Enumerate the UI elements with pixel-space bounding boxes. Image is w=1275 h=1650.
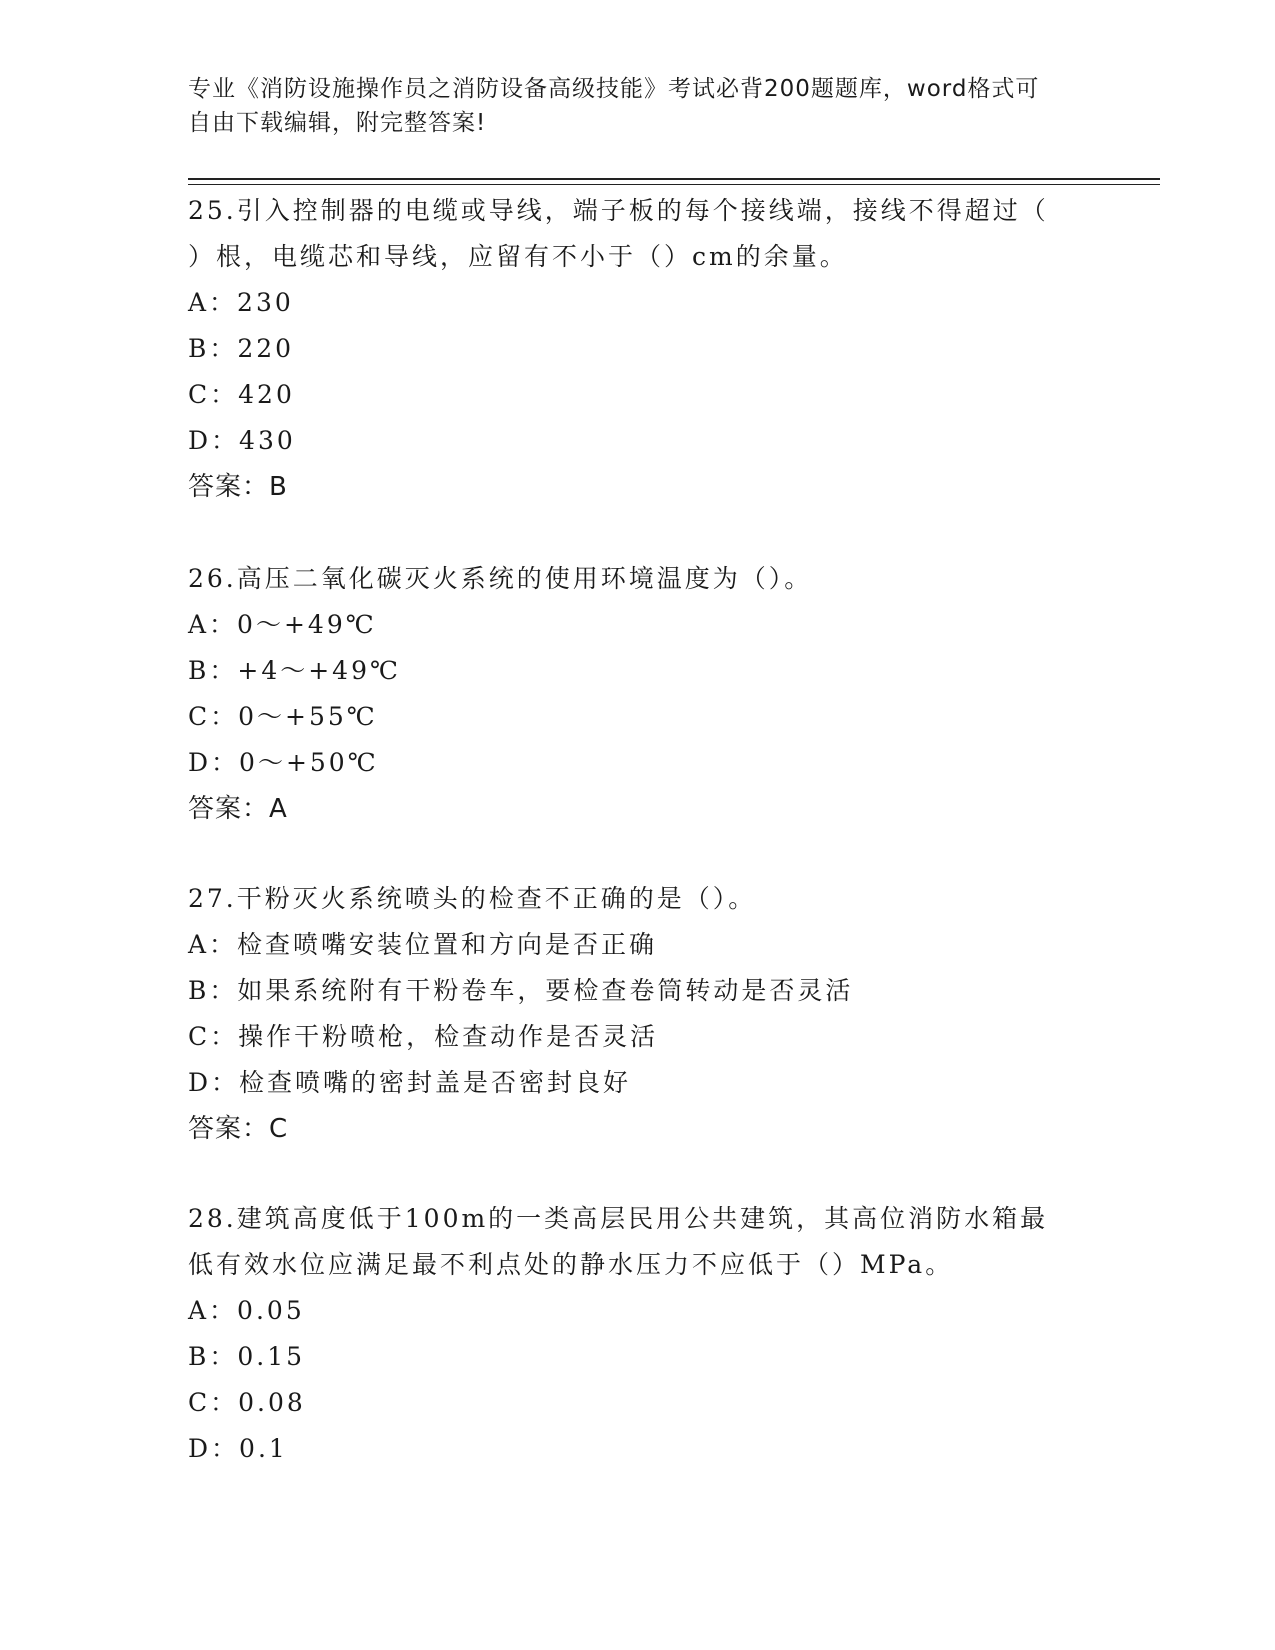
header-line-1: 专业《消防设施操作员之消防设备高级技能》考试必背200题题库，word格式可 (188, 76, 1040, 102)
option-a: A：0.05 (188, 1296, 305, 1325)
option-d: D：0.1 (188, 1434, 288, 1463)
option-b: B：0.15 (188, 1342, 306, 1371)
option-a: A：检查喷嘴安装位置和方向是否正确 (188, 930, 658, 959)
option-c: C：0～+55℃ (188, 702, 378, 731)
header-divider-thick (188, 178, 1160, 180)
option-a: A：230 (188, 288, 294, 317)
question-stem-line-2: 低有效水位应满足最不利点处的静水压力不应低于（）MPa。 (188, 1250, 954, 1279)
option-d: D：430 (188, 426, 296, 455)
question-stem-line-2: ）根，电缆芯和导线，应留有不小于（）cm的余量。 (188, 242, 848, 271)
answer: 答案：C (188, 1114, 289, 1144)
option-b: B：如果系统附有干粉卷车，要检查卷筒转动是否灵活 (188, 976, 854, 1005)
option-c: C：操作干粉喷枪，检查动作是否灵活 (188, 1022, 659, 1051)
question-stem-line-1: 28.建筑高度低于100m的一类高层民用公共建筑，其高位消防水箱最 (188, 1204, 1049, 1233)
header-line-2: 自由下载编辑，附完整答案! (188, 110, 487, 136)
question-stem-line-1: 25.引入控制器的电缆或导线，端子板的每个接线端，接线不得超过（ (188, 196, 1049, 225)
option-b: B：220 (188, 334, 295, 363)
question-28 (188, 1196, 1088, 1472)
answer: 答案：A (188, 794, 288, 824)
question-27 (188, 876, 1088, 1152)
option-d: D：0～+50℃ (188, 748, 379, 777)
option-b: B：+4～+49℃ (188, 656, 401, 685)
question-25 (188, 188, 1088, 510)
document-header (188, 72, 1088, 140)
option-a: A：0～+49℃ (188, 610, 377, 639)
question-stem-line-1: 27.干粉灭火系统喷头的检查不正确的是（）。 (188, 884, 757, 913)
option-c: C：0.08 (188, 1388, 306, 1417)
answer: 答案：B (188, 472, 288, 502)
option-d: D：检查喷嘴的密封盖是否密封良好 (188, 1068, 632, 1097)
option-c: C：420 (188, 380, 295, 409)
question-26 (188, 556, 1088, 832)
header-divider-thin (188, 184, 1160, 185)
question-stem-line-1: 26.高压二氧化碳灭火系统的使用环境温度为（）。 (188, 564, 813, 593)
